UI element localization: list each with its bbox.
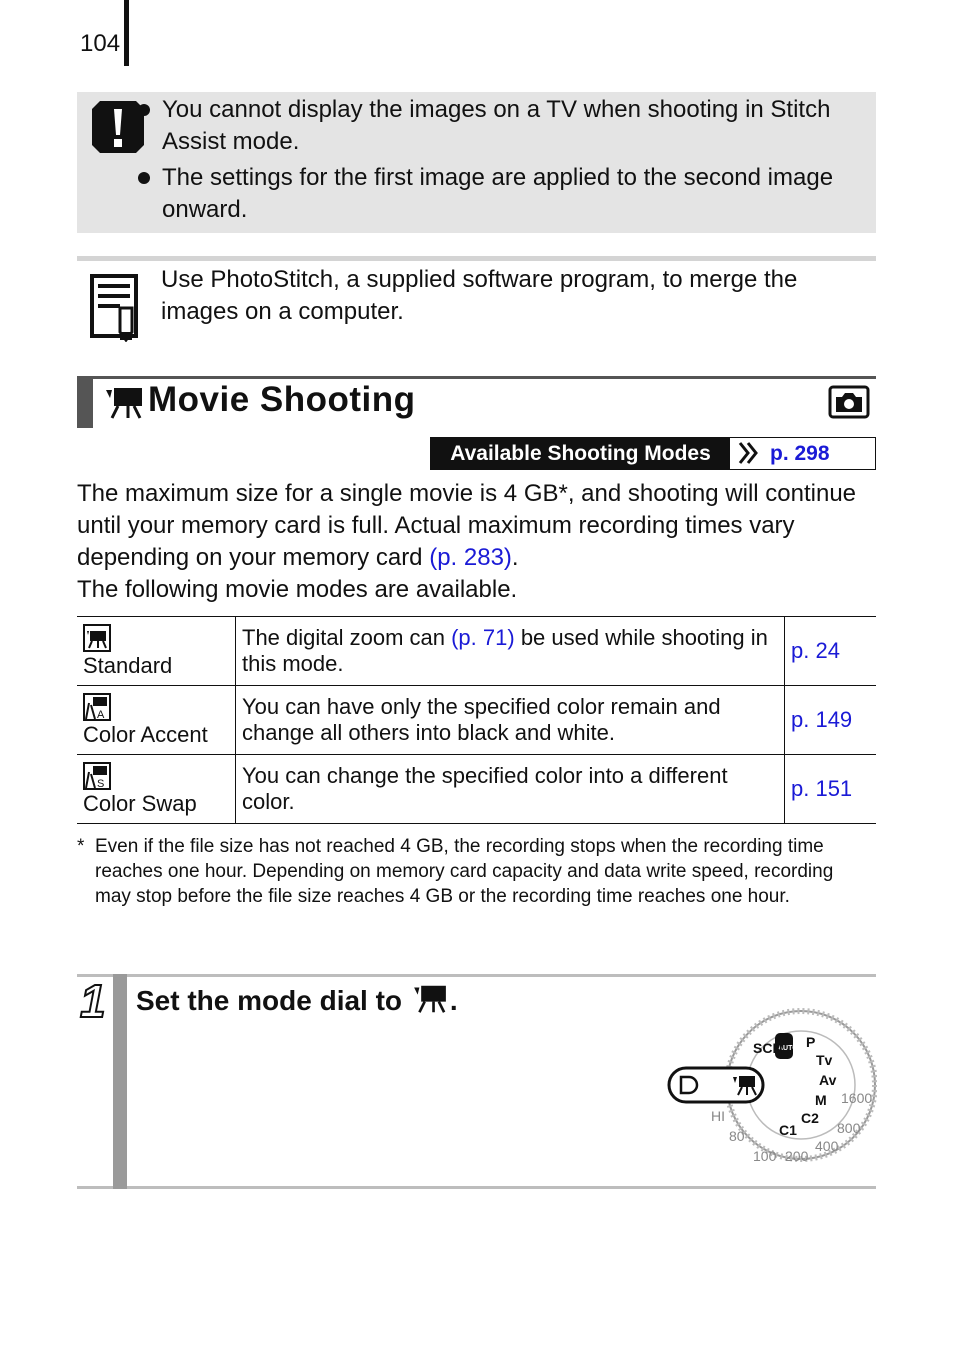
mode-cell <box>77 755 236 824</box>
mode-description <box>236 617 785 686</box>
mode-name: Color Swap <box>83 790 197 816</box>
table-row <box>77 755 876 824</box>
memory-card-page-link[interactable]: (p. 283) <box>429 544 512 571</box>
memo-text: Use PhotoStitch, a supplied software program, to merge the images on a computer. <box>161 266 798 325</box>
dial-label: P <box>806 1034 816 1050</box>
dial-iso-label: 400 <box>815 1138 839 1154</box>
caution-box <box>77 92 876 233</box>
step-instruction <box>136 984 458 1017</box>
mode-page-link[interactable]: p. 151 <box>785 755 877 824</box>
color-accent-icon <box>83 693 111 721</box>
dial-iso-label: HI <box>711 1108 725 1124</box>
section-title: Movie Shooting <box>148 380 416 419</box>
step-rule-top <box>77 974 876 977</box>
description-text: be used while shooting in this mode. <box>242 625 768 676</box>
dial-label: M <box>815 1092 827 1108</box>
mode-description <box>236 755 785 824</box>
intro-text-part: . <box>511 544 519 571</box>
dial-iso-label: 1600 <box>841 1090 873 1106</box>
mode-page-link[interactable]: p. 149 <box>785 686 877 755</box>
camera-icon <box>828 385 870 419</box>
dial-iso-label: 100 <box>753 1148 777 1164</box>
table-row <box>77 686 876 755</box>
step-rule-bottom <box>77 1186 876 1189</box>
double-chevron-icon <box>736 440 762 466</box>
caution-bullet-text: The settings for the first image are applied to the second image onward. <box>162 164 834 223</box>
bullet-dot <box>138 172 150 184</box>
description-text: The digital zoom can <box>242 625 452 650</box>
section-rule <box>77 376 876 379</box>
mode-cell <box>77 686 236 755</box>
step-instruction-text: Set the mode dial to <box>136 985 403 1016</box>
dial-iso-label: 800 <box>837 1120 861 1136</box>
standard-movie-icon <box>83 624 111 652</box>
dial-label: Av <box>819 1072 837 1088</box>
intro-text-line2: The following movie modes are available. <box>77 576 518 603</box>
description-text: You can have only the specified color remain and change all others into black and white. <box>242 694 721 745</box>
mode-description <box>236 686 785 755</box>
memo-rule <box>77 256 876 261</box>
dial-label: AUTO <box>778 1045 798 1052</box>
table-row <box>77 617 876 686</box>
step-number: 1 <box>80 975 106 1027</box>
page-rule <box>124 0 129 66</box>
movie-camera-icon <box>410 984 450 1014</box>
mode-name: Color Accent <box>83 721 208 747</box>
digital-zoom-page-link[interactable]: (p. 71) <box>451 625 515 650</box>
svg-text:A: A <box>97 708 105 721</box>
caution-bullet-1 <box>162 94 842 158</box>
intro-text-part: The maximum size for a single movie is 4 GB*, and shooting will continue until your memory card is full. Actual maximum recording times vary depending on your memory card <box>77 480 857 571</box>
mode-dial-illustration <box>665 995 877 1175</box>
caution-bullet-2 <box>162 162 842 226</box>
page-number: 104 <box>80 30 121 57</box>
mode-cell <box>77 617 236 686</box>
dial-iso-label: 80 <box>729 1128 745 1144</box>
dial-label: C1 <box>779 1122 797 1138</box>
mode-name: Standard <box>83 652 173 678</box>
step-bar <box>113 974 127 1189</box>
step-instruction-period: . <box>449 985 458 1016</box>
available-modes-page-link[interactable]: p. 298 <box>770 442 830 465</box>
footnote-text: Even if the file size has not reached 4 GB, the recording stops when the recording time reaches one hour. Depending on memory card capacity and data write speed, recording may stop before the file size reaches 4 GB or the recording time reaches one hour. <box>95 836 834 907</box>
available-modes-label: Available Shooting Modes <box>431 438 730 469</box>
section-bar <box>77 376 93 428</box>
caution-icon <box>90 99 146 155</box>
caution-bullet-text: You cannot display the images on a TV when shooting in Stitch Assist mode. <box>162 96 831 155</box>
movie-camera-icon <box>104 386 144 420</box>
mode-page-link[interactable]: p. 24 <box>785 617 877 686</box>
intro-text <box>77 478 867 606</box>
dial-label: C2 <box>801 1110 819 1126</box>
dial-iso-label: 200 <box>785 1148 809 1164</box>
svg-text:S: S <box>97 777 105 790</box>
description-text: You can change the specified color into a different color. <box>242 763 728 814</box>
movie-modes-table <box>77 616 876 824</box>
dial-label: SCN <box>753 1040 783 1056</box>
color-swap-icon <box>83 762 111 790</box>
dial-label: Tv <box>816 1052 833 1068</box>
footnote-star: * <box>77 836 85 857</box>
memo-icon <box>90 270 146 342</box>
